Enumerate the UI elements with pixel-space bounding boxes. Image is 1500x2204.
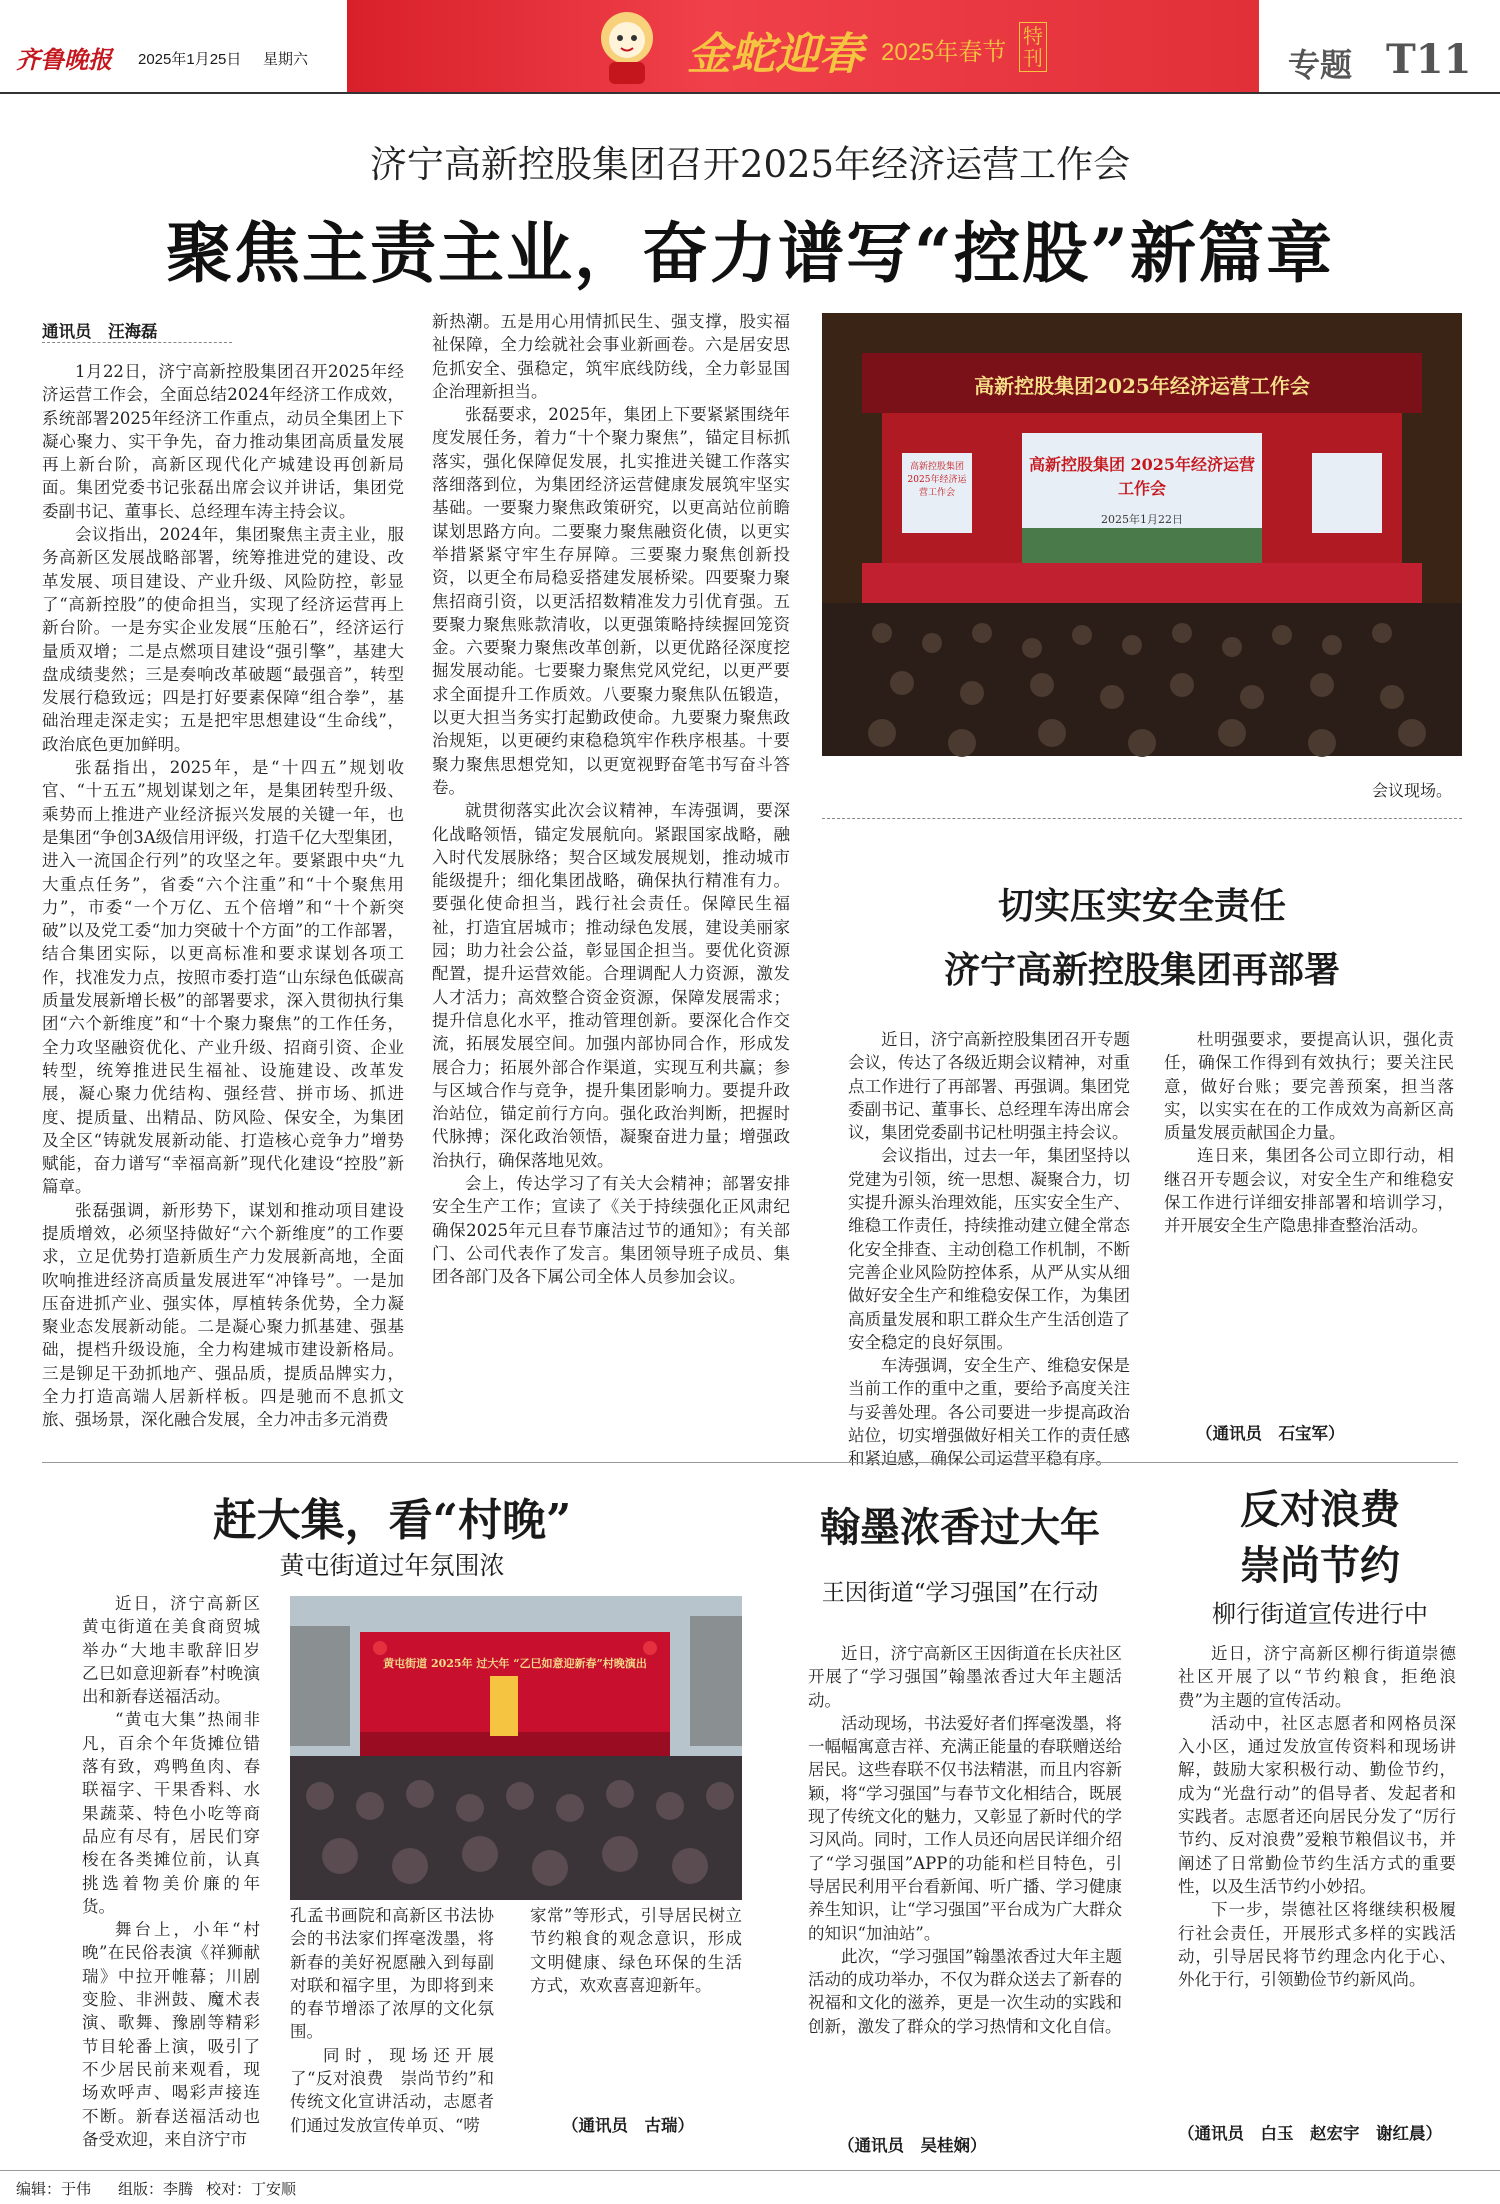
village-paragraph: “黄屯大集”热闹非凡，百余个年货摊位错落有致，鸡鸭鱼肉、春联福字、干果香料、水果蔬菜、特色小吃等商品应有尽有，居民们穿梭在各类摊位前，认真挑选着物美价廉的年货。 xyxy=(82,1710,260,1916)
safety-title-1: 切实压实安全责任 xyxy=(997,885,1286,927)
banner-subtitle: 2025年春节 xyxy=(881,39,1007,66)
village-paragraph: 近日，济宁高新区黄屯街道在美食商贸城举办“大地丰歌辞旧岁 乙巳如意迎新春”村晚演出和新春送福活动。 xyxy=(82,1594,277,1707)
festival-banner xyxy=(347,0,1259,92)
village-subtitle: 黄屯街道过年氛围浓 xyxy=(279,1551,505,1580)
thrift-title-1: 反对浪费 xyxy=(1240,1486,1400,1533)
village-paragraph: 同时，现场还开展了“反对浪费 崇尚节约”和传统文化宣讲活动，志愿者们通过发放宣传单页、“唠 xyxy=(290,2045,494,2135)
section-rule xyxy=(42,1462,1458,1463)
safety-byline: （通讯员 石宝军） xyxy=(1196,1424,1345,1443)
main-byline: 通讯员 汪海磊 xyxy=(42,322,158,341)
safety-column-2 xyxy=(1164,1028,1454,1418)
village-column-1 xyxy=(82,1592,277,2152)
safety-paragraph: 杜明强要求，要提高认识，强化责任，确保工作得到有效执行；要关注民意，做好台账；要完善预案，担当落实，以实实在在的工作成效为高新区高质量发展贡献国企力量。 xyxy=(1164,1030,1454,1143)
main-paragraph: 1月22日，济宁高新控股集团召开2025年经济运营工作会，全面总结2024年经济工作成效，系统部署2025年经济工作重点，动员全集团上下凝心聚力、实干争先，奋力推动集团高质量发展再上新台阶，高新区现代化产城建设再创新局面。集团党委书记张磊出席会议并讲话，集团党委副书记、董事长、总经理车涛主持会议。 xyxy=(42,362,404,521)
culture-subtitle: 王因街道“学习强国”在行动 xyxy=(821,1580,1099,1606)
safety-paragraph: 连日来，集团各公司立即行动，相继召开专题会议，对安全生产和维稳安保工作进行详细安排部署和培训学习，并开展安全生产隐患排查整治活动。 xyxy=(1164,1146,1454,1236)
photo1-banner: 高新控股集团2025年经济运营工作会 xyxy=(974,374,1310,398)
safety-paragraph: 近日，济宁高新控股集团召开专题会议，传达了各级近期会议精神，对重点工作进行了再部署、再强调。集团党委副书记、董事长、总经理车涛出席会议，集团党委副书记杜明强主持会议。 xyxy=(848,1030,1130,1143)
footer-editor: 编辑：于伟 xyxy=(16,2181,92,2198)
photo1-caption: 会议现场。 xyxy=(1372,781,1453,800)
main-title: 聚焦主责主业，奋力谱写“控股”新篇章 xyxy=(166,214,1334,292)
main-paragraph: 张磊要求，2025年，集团上下要紧紧围绕年度发展任务，着力“十个聚力聚焦”，锚定目标抓落实，强化保障促发展，扎实推进关键工作落实落细落到位，为集团经济运营健康发展筑牢坚实基础。一要聚力聚焦政策研究，以更高站位前瞻谋划思路方向。二要聚力聚焦融资化债，以更实举措紧紧守牢生存屏障。三要聚力聚焦创新投资，以更全布局稳妥搭建发展桥梁。四要聚力聚焦招商引资，以更活招数精准发力引优育强。五要聚力聚焦账款清收，以更强策略持续握回笼资金。六要聚力聚焦改革创新，以更优路径深度挖掘发展动能。七要聚力聚焦党风党纪，以更严要求全面提升工作质效。八要聚力聚焦队伍锻造，以更大担当务实打起勤政使命。九要聚力聚焦政治规矩，以更硬约束稳稳筑牢作秩序根基。十要聚力聚焦思想党知，以更宽视野奋笔书写奋斗答卷。 xyxy=(432,405,790,797)
culture-column xyxy=(808,1642,1122,2142)
banner-tag: 特刊 xyxy=(1019,22,1047,72)
safety-title-2: 济宁高新控股集团再部署 xyxy=(943,949,1340,991)
paragraph-continuation: 家常”等形式，引导居民树立节约粮食的观念意识，形成文明健康、绿色环保的生活方式，欢欢喜喜迎新年。 xyxy=(530,1906,742,1995)
main-subtitle: 济宁高新控股集团召开2025年经济运营工作会 xyxy=(369,143,1131,186)
photo1-screen: 高新控股集团 2025年经济运营工作会 xyxy=(1028,455,1256,498)
culture-byline: （通讯员 吴桂娴） xyxy=(838,2136,987,2155)
issue-weekday: 星期六 xyxy=(263,51,309,68)
page-number: T11 xyxy=(1386,36,1472,83)
main-paragraph: 张磊指出，2025年，是“十四五”规划收官、“十五五”规划谋划之年，是集团转型升级、乘势而上推进产业经济振兴发展的关键一年，也是集团“争创3A级信用评级，打造千亿大型集团，进入一流国企行列”的攻坚之年。要紧跟中央“九大重点任务”，省委“六个注重”和“十个聚焦用力”，市委“一个万亿、五个倍增”和“十个新突破”以及党工委“加力突破十个方面”的工作部署，结合集团实际，以更高标准和要求谋划各项工作，找准发力点，按照市委打造“山东绿色低碳高质量发展新增长极”的部署要求，深入贯彻执行集团“六个新维度”和“十个聚力聚焦”的工作任务，全力攻坚融资优化、产业升级、招商引资、企业转型，统筹推进民生福祉、设施建设、改革发展，凝心聚力优结构、强经营、拼市场、抓进度、提质量、出精品、防风险、保安全，为集团及全区“铸就发展新动能、打造核心竞争力”增势赋能，奋力谱写“幸福高新”现代化建设“控股”新篇章。 xyxy=(42,758,404,1197)
village-photo-banner: 黄屯街道 2025年 过大年 “乙巳如意迎新春”村晚演出 xyxy=(383,1657,647,1670)
issue-date: 2025年1月25日 xyxy=(138,51,242,68)
section-divider xyxy=(822,818,1462,819)
village-title: 赶大集，看“村晚” xyxy=(212,1495,572,1546)
masthead-rule xyxy=(0,92,1500,94)
thrift-title-2: 崇尚节约 xyxy=(1240,1542,1400,1589)
safety-paragraph: 会议指出，过去一年，集团坚持以党建为引领，统一思想、凝聚合力，切实提升源头治理效能，压实安全生产、维稳工作责任，持续推动建立健全常态化安全排查、主动创稳工作机制，不断完善企业风险防控体系，从严从实从细做好安全生产和维稳安保工作，为集团高质量发展和职工群众生产生活创造了安全稳定的良好氛围。 xyxy=(848,1146,1130,1352)
thrift-byline: （通讯员 白玉 赵宏宇 谢红晨） xyxy=(1178,2124,1442,2143)
culture-paragraph: 近日，济宁高新区王因街道在长庆社区开展了“学习强国”翰墨浓香过大年主题活动。 xyxy=(808,1644,1122,1710)
footer-designer: 组版：李腾 xyxy=(118,2181,194,2198)
village-photo xyxy=(290,1596,742,1900)
section-label: 专题 xyxy=(1288,46,1353,84)
safety-paragraph: 车涛强调，安全生产、维稳安保是当前工作的重中之重，要给予高度关注与妥善处理。各公司要进一步提高政治站位，切实增强做好相关工作的责任感和紧迫感，确保公司运营平稳有序。 xyxy=(848,1356,1130,1469)
village-byline: （通讯员 古瑞） xyxy=(562,2116,694,2135)
village-column-3 xyxy=(530,1904,742,2100)
main-column-1 xyxy=(42,360,404,1442)
main-paragraph: 会上，传达学习了有关大会精神；部署安排安全生产工作；宣读了《关于持续强化正风肃纪确保2025年元旦春节廉洁过节的通知》；有关部门、公司代表作了发言。集团领导班子成员、集团各部门及各下属公司全体人员参加会议。 xyxy=(432,1173,790,1287)
thrift-subtitle: 柳行街道宣传进行中 xyxy=(1212,1600,1428,1628)
main-paragraph: 就贯彻落实此次会议精神，车涛强调，要深化战略领悟，锚定发展航向。紧跟国家战略，融入时代发展脉络；契合区域发展规划，推动城市能级提升；细化集团战略，确保执行精准有力。要强化使命担当，践行社会责任。保障民生福祉，打造宜居城市；推动绿色发展，建设美丽家园；助力社会公益，彰显国企担当。要优化资源配置，提升运营效能。合理调配人力资源，激发人才活力；高效整合资金资源，保障发展需求；提升信息化水平，推动管理创新。要深化合作交流，拓展发展空间。加强内部协同合作，形成发展合力；拓展外部合作渠道，实现互利共赢；参与区域合作与竞争，提升集团影响力。要提升政治站位，锚定前行方向。强化政治判断，把握时代脉搏；深化政治领悟，凝聚奋进力量；增强政治执行，确保落地见效。 xyxy=(432,801,790,1170)
paragraph-continuation: 孔孟书画院和高新区书法协会的书法家们挥毫泼墨，将新春的美好祝愿融入到每副对联和福字里，为即将到来的春节增添了浓厚的文化氛围。 xyxy=(290,1906,494,2042)
conference-photo xyxy=(822,313,1462,756)
village-column-2 xyxy=(290,1904,494,2152)
masthead xyxy=(0,0,1500,94)
snake-mascot-icon xyxy=(587,4,667,88)
main-paragraph: 会议指出，2024年，集团聚焦主责主业，服务高新区发展战略部署，统筹推进党的建设、改革发展、项目建设、产业升级、风险防控，彰显了“高新控股”的使命担当，实现了经济运营再上新台阶。一是夯实企业发展“压舱石”，经济运行量质双增；二是点燃项目建设“强引擎”，基建大盘成绩斐然；三是奏响改革破题“最强音”，转型发展行稳致远；四是打好要素保障“组合拳”，基础治理走深走实；五是把牢思想建设“生命线”，政治底色更加鲜明。 xyxy=(42,525,404,754)
culture-title: 翰墨浓香过大年 xyxy=(820,1504,1100,1551)
banner-title: 金蛇迎春 xyxy=(687,29,863,80)
photo1-side-screen: 高新控股集团 2025年经济运营工作会 xyxy=(907,462,967,498)
paragraph-continuation: 新热潮。五是用心用情抓民生、强支撑，股实福祉保障，全力绘就社会事业新画卷。六是居安思危抓安全、强稳定，筑牢底线防线，全力彰显国企治理新担当。 xyxy=(432,312,790,401)
culture-paragraph: 活动现场，书法爱好者们挥毫泼墨，将一幅幅寓意吉祥、充满正能量的春联赠送给居民。这些春联不仅书法精湛，而且内容新颖，将“学习强国”与春节文化相结合，既展现了传统文化的魅力，又彰显了新时代的学习风尚。同时，工作人员还向居民详细介绍了“学习强国”APP的功能和栏目特色，引导居民利用平台看新闻、听广播、学习健康养生知识，让“学习强国”平台成为广大群众的知识“加油站”。 xyxy=(808,1713,1122,1943)
footer-proofreader: 校对：丁安顺 xyxy=(206,2181,297,2198)
newspaper-logo: 齐鲁晚报 xyxy=(16,45,112,74)
safety-column-1 xyxy=(848,1028,1130,1469)
main-paragraph: 张磊强调，新形势下，谋划和推动项目建设提质增效，必须坚持做好“六个新维度”的工作要求，立足优势打造新质生产力发展新高地，全面吹响推进经济高质量发展进军“冲锋号”。一是加压奋进抓产业、强实体，厚植转条优势，全力凝聚业态发展新动能。二是凝心聚力抓基建、强基础，提档升级设施，全力构建城市建设新格局。三是铆足干劲抓地产、强品质，提质品牌实力，全力打造高端人居新样板。四是驰而不息抓文旅、强场景，深化融合发展，全力冲击多元消费 xyxy=(42,1200,404,1430)
thrift-paragraph: 下一步，崇德社区将继续积极履行社会责任，开展形式多样的实践活动，引导居民将节约理念内化于心、外化于行，引领勤俭节约新风尚。 xyxy=(1178,1900,1456,1990)
footer-rule xyxy=(0,2170,1500,2171)
photo1-screen-date: 2025年1月22日 xyxy=(1101,513,1183,526)
village-paragraph: 舞台上，小年“村晚”在民俗表演《祥狮献瑞》中拉开帷幕；川剧变脸、非洲鼓、魔术表演、歌舞、豫剧等精彩节目轮番上演，吸引了不少居民前来观看，现场欢呼声、喝彩声接连不断。新春送福活动也备受欢迎，来自济宁市 xyxy=(82,1920,260,2149)
thrift-paragraph: 活动中，社区志愿者和网格员深入小区，通过发放宣传资料和现场讲解，鼓励大家积极行动、勤俭节约，成为“光盘行动”的倡导者、发起者和实践者。志愿者还向居民分发了“厉行节约、反对浪费”爱粮节粮倡议书，并阐述了日常勤俭节约生活方式的重要性，以及生活节约小妙招。 xyxy=(1178,1713,1456,1896)
thrift-column xyxy=(1178,1642,1456,2140)
thrift-paragraph: 近日，济宁高新区柳行街道崇德社区开展了以“节约粮食，拒绝浪费”为主题的宣传活动。 xyxy=(1178,1644,1456,1710)
culture-paragraph: 此次，“学习强国”翰墨浓香过大年主题活动的成功举办，不仅为群众送去了新春的祝福和文化的滋养，更是一次生动的实践和创新，激发了群众的学习热情和文化自信。 xyxy=(808,1946,1122,2036)
main-column-2 xyxy=(432,310,790,1442)
byline-rule xyxy=(42,342,232,343)
